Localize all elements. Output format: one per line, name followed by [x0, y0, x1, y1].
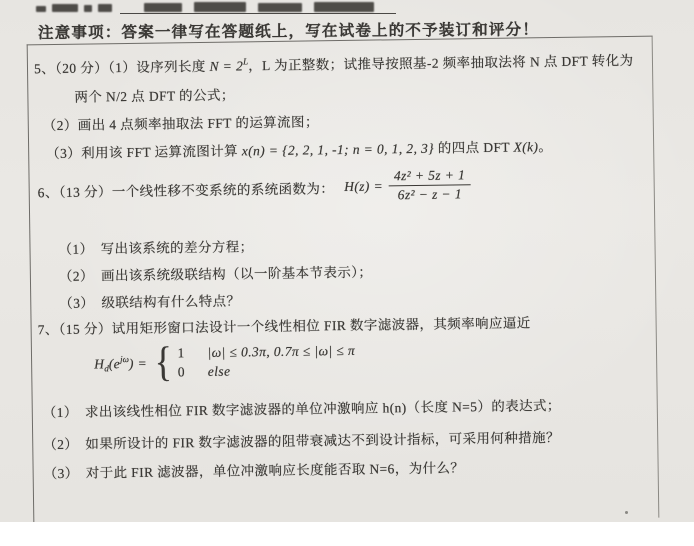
clipped-header-line [36, 0, 656, 17]
q6-fraction-denominator: 6z² − z − 1 [397, 186, 463, 203]
q6-transfer-function-fraction [389, 167, 471, 203]
illegible-header-marks [194, 2, 246, 12]
illegible-header-marks [314, 2, 374, 12]
q7-cases [177, 342, 355, 380]
q7-formula-lhs [94, 353, 147, 373]
q6-item3: （3） 级联结构有什么特点？ [59, 293, 241, 311]
q5-item3-sequence: x(n) = {2, 2, 1, -1; n = 0, 1, 2, 3} [241, 140, 435, 159]
q7-lhs-open: (e [108, 355, 121, 371]
cases-brace: { [154, 339, 173, 386]
q7-case2-condition: else [207, 363, 231, 379]
q5-item2: （2）画出 4 点频率抽取法 FFT 的运算流图； [42, 114, 319, 134]
q5-line1-rest: ，L 为正整数；试推导按照基-2 频率抽取法将 N 点 DFT 转化为 [248, 52, 634, 74]
illegible-header-marks [258, 3, 302, 12]
q5-item3-end: 。 [538, 139, 553, 155]
scan-speck [625, 511, 628, 514]
q5-line1-text: 5、（20 分）（1）设序列长度 [33, 58, 210, 77]
notice-line: 注意事项：答案一律写在答题纸上，写在试卷上的不予装订和评分！ [37, 21, 540, 42]
q7-lhs-sub-d: d [104, 362, 109, 373]
q6-intro-text: 6、（13 分）一个线性移不变系统的系统函数为： [37, 180, 335, 200]
q6-item1: （1） 写出该系统的差分方程； [58, 239, 254, 257]
q5-item3 [46, 135, 552, 162]
q7-case1-value: 1 [177, 345, 185, 361]
q7-item3: （3） 对于此 FIR 滤波器，单位冲激响应长度能否取 N=6，为什么？ [43, 460, 465, 482]
illegible-header-marks [84, 5, 92, 12]
q7-lhs-close: ) = [128, 355, 148, 371]
illegible-header-marks [98, 4, 112, 12]
q7-case1-condition: |ω| ≤ 0.3π, 0.7π ≤ |ω| ≤ π [207, 342, 356, 360]
q6-transfer-function-lhs: H(z) = [344, 177, 384, 194]
q7-item2: （2） 如果所设计的 FIR 数字滤波器的阻带衰减达不到设计指标，可采用何种措施？ [43, 429, 560, 453]
q7-case2 [178, 361, 356, 380]
q7-lhs-H: H [94, 355, 105, 371]
q7-frequency-response-formula [94, 339, 356, 386]
q7-item1: （1） 求出该线性相位 FIR 数字滤波器的单位冲激响应 h(n)（长度 N=5）的表达式； [42, 397, 561, 421]
questions-box [27, 36, 660, 522]
illegible-header-marks [144, 3, 182, 12]
q5-math-n2l: N = 2 [209, 58, 244, 74]
q5-item3-mid: 的四点 DFT [433, 139, 514, 156]
q6-item2: （2） 画出该系统级联结构（以一阶基本节表示）； [58, 264, 373, 284]
q5-line1 [34, 49, 634, 77]
q5-math-exponent: L [243, 56, 249, 67]
q7-intro: 7、（15 分）试用矩形窗口法设计一个线性相位 FIR 数字滤波器，其频率响应逼近 [37, 315, 531, 338]
q5-item3-xk: X(k) [513, 139, 539, 155]
q5-line2: 两个 N/2 点 DFT 的公式； [74, 87, 235, 105]
q6-intro-row [37, 167, 470, 208]
illegible-header-marks [52, 4, 78, 12]
header-underline [120, 13, 396, 14]
q6-fraction-numerator: 4z² + 5z + 1 [389, 167, 471, 186]
q5-item3-text: （3）利用该 FFT 运算流图计算 [46, 143, 242, 162]
illegible-header-marks [36, 6, 46, 12]
q7-case1 [177, 342, 355, 361]
q7-lhs-exponent: jω [119, 353, 129, 364]
q7-case2-value: 0 [177, 364, 186, 380]
